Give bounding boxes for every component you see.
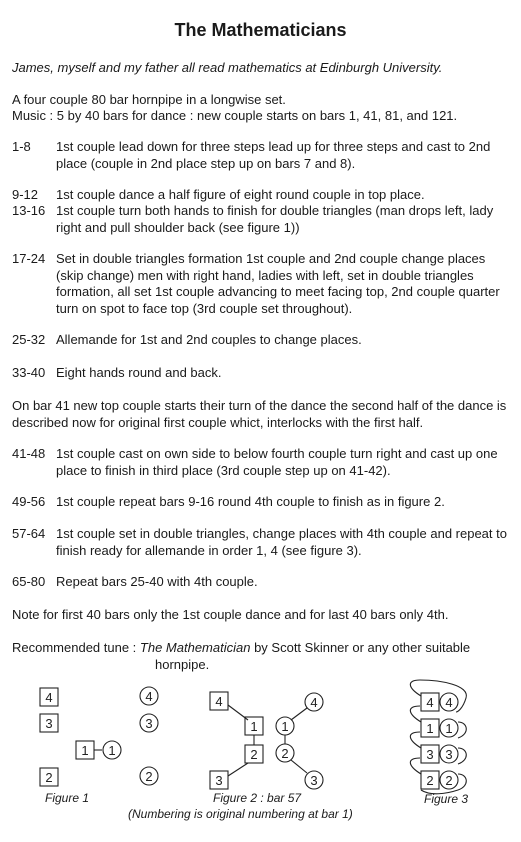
allemande-path [410, 680, 466, 712]
music-description: Music : 5 by 40 bars for dance : new couple starts on bars 1, 41, 81, and 121. [12, 108, 458, 123]
figure-text: 1st couple dance a half figure of eight round couple in top place. [56, 187, 425, 202]
figure-text: 1st couple lead down for three steps lead up for three steps and cast to 2nd place (couple in 2nd place step up on bars 7 and 8). [56, 139, 491, 171]
lady-4-label: 4 [445, 695, 453, 710]
figure-bars: 65-80 [12, 574, 46, 589]
lady-3-label: 3 [145, 716, 153, 731]
final-note: Note for first 40 bars only the 1st couple dance and for last 40 bars only 4th. [12, 607, 449, 622]
man-3-label: 3 [426, 747, 434, 762]
figure-text: 1st couple set in double triangles, change places with 4th couple and repeat to finish ready for allemande in order 1, 4 (see figure 3). [56, 526, 507, 558]
lady-2-label: 2 [281, 746, 289, 761]
tune-name: The Mathematician [139, 640, 251, 655]
figure-bars: 13-16 [12, 203, 46, 218]
figure-bars: 9-12 [12, 187, 39, 202]
figure-text: Allemande for 1st and 2nd couples to change places. [56, 332, 362, 347]
figure-2-diagram [210, 692, 323, 789]
man-2-label: 2 [45, 770, 53, 785]
figure-bars: 25-32 [12, 332, 46, 347]
figure-bars: 57-64 [12, 526, 46, 541]
tune-label: Recommended tune : [12, 640, 140, 655]
set-description: A four couple 80 bar hornpipe in a longwise set. [12, 92, 286, 107]
figure-text: 1st couple repeat bars 9-16 round 4th couple to finish as in figure 2. [56, 494, 445, 509]
man-4-label: 4 [426, 695, 434, 710]
man-3-label: 3 [45, 716, 53, 731]
bar41-note: On bar 41 new top couple starts their turn of the dance the second half of the dance is described now for original first couple whict, interlocks with the first half. [12, 398, 507, 430]
figure-bars: 33-40 [12, 365, 46, 380]
lady-2-label: 2 [145, 769, 153, 784]
figure-text: 1st couple cast on own side to below fourth couple turn right and cast up one place to finish in third place (3rd couple step up on 41-42). [56, 446, 498, 478]
figure-bars: 17-24 [12, 251, 46, 266]
man-3-label: 3 [215, 773, 223, 788]
lady-3-label: 3 [445, 747, 453, 762]
man-2-label: 2 [426, 773, 434, 788]
connector-line [291, 708, 307, 720]
man-4-label: 4 [215, 694, 223, 709]
figure-3-caption: Figure 3 [424, 792, 469, 806]
man-1-label: 1 [426, 721, 434, 736]
man-2-label: 2 [250, 747, 258, 762]
lady-4-label: 4 [310, 695, 318, 710]
figure-text: 1st couple turn both hands to finish for double triangles (man drops left, lady right and pull shoulder back (see figure 1)) [56, 203, 494, 235]
lady-1-label: 1 [445, 721, 453, 736]
man-4-label: 4 [45, 690, 53, 705]
intro-text: James, myself and my father all read mathematics at Edinburgh University. [12, 60, 443, 75]
page-title: The Mathematicians [174, 20, 347, 40]
lady-4-label: 4 [145, 689, 153, 704]
figure-text: Set in double triangles formation 1st couple and 2nd couple change places (skip change) men with right hand, ladies with left, set in double triangles formation, all set 1st couple advancing to meet facing top, 2nd couple quarter turn on spot to face top (3rd couple set throughout). [56, 251, 500, 316]
figure-1-caption: Figure 1 [45, 791, 90, 805]
man-1-label: 1 [81, 743, 89, 758]
numbering-note: (Numbering is original numbering at bar 1) [128, 807, 353, 821]
tune-continued: hornpipe. [155, 656, 210, 672]
connector-line [228, 763, 248, 776]
figure-3-diagram [410, 680, 466, 794]
lady-1-label: 1 [108, 743, 116, 758]
man-1-label: 1 [250, 719, 258, 734]
figure-text: Repeat bars 25-40 with 4th couple. [56, 574, 258, 589]
connector-line [291, 760, 307, 773]
tune-rest: by Scott Skinner or any other suitable [250, 640, 471, 655]
lady-2-label: 2 [445, 773, 453, 788]
figure-bars: 49-56 [12, 494, 46, 509]
figure-2-caption: Figure 2 : bar 57 [213, 791, 302, 805]
lady-3-label: 3 [310, 773, 318, 788]
figure-bars: 41-48 [12, 446, 46, 461]
figure-text: Eight hands round and back. [56, 365, 222, 380]
figure-bars: 1-8 [12, 139, 31, 154]
lady-1-label: 1 [281, 719, 289, 734]
figure-1-diagram [40, 687, 158, 786]
